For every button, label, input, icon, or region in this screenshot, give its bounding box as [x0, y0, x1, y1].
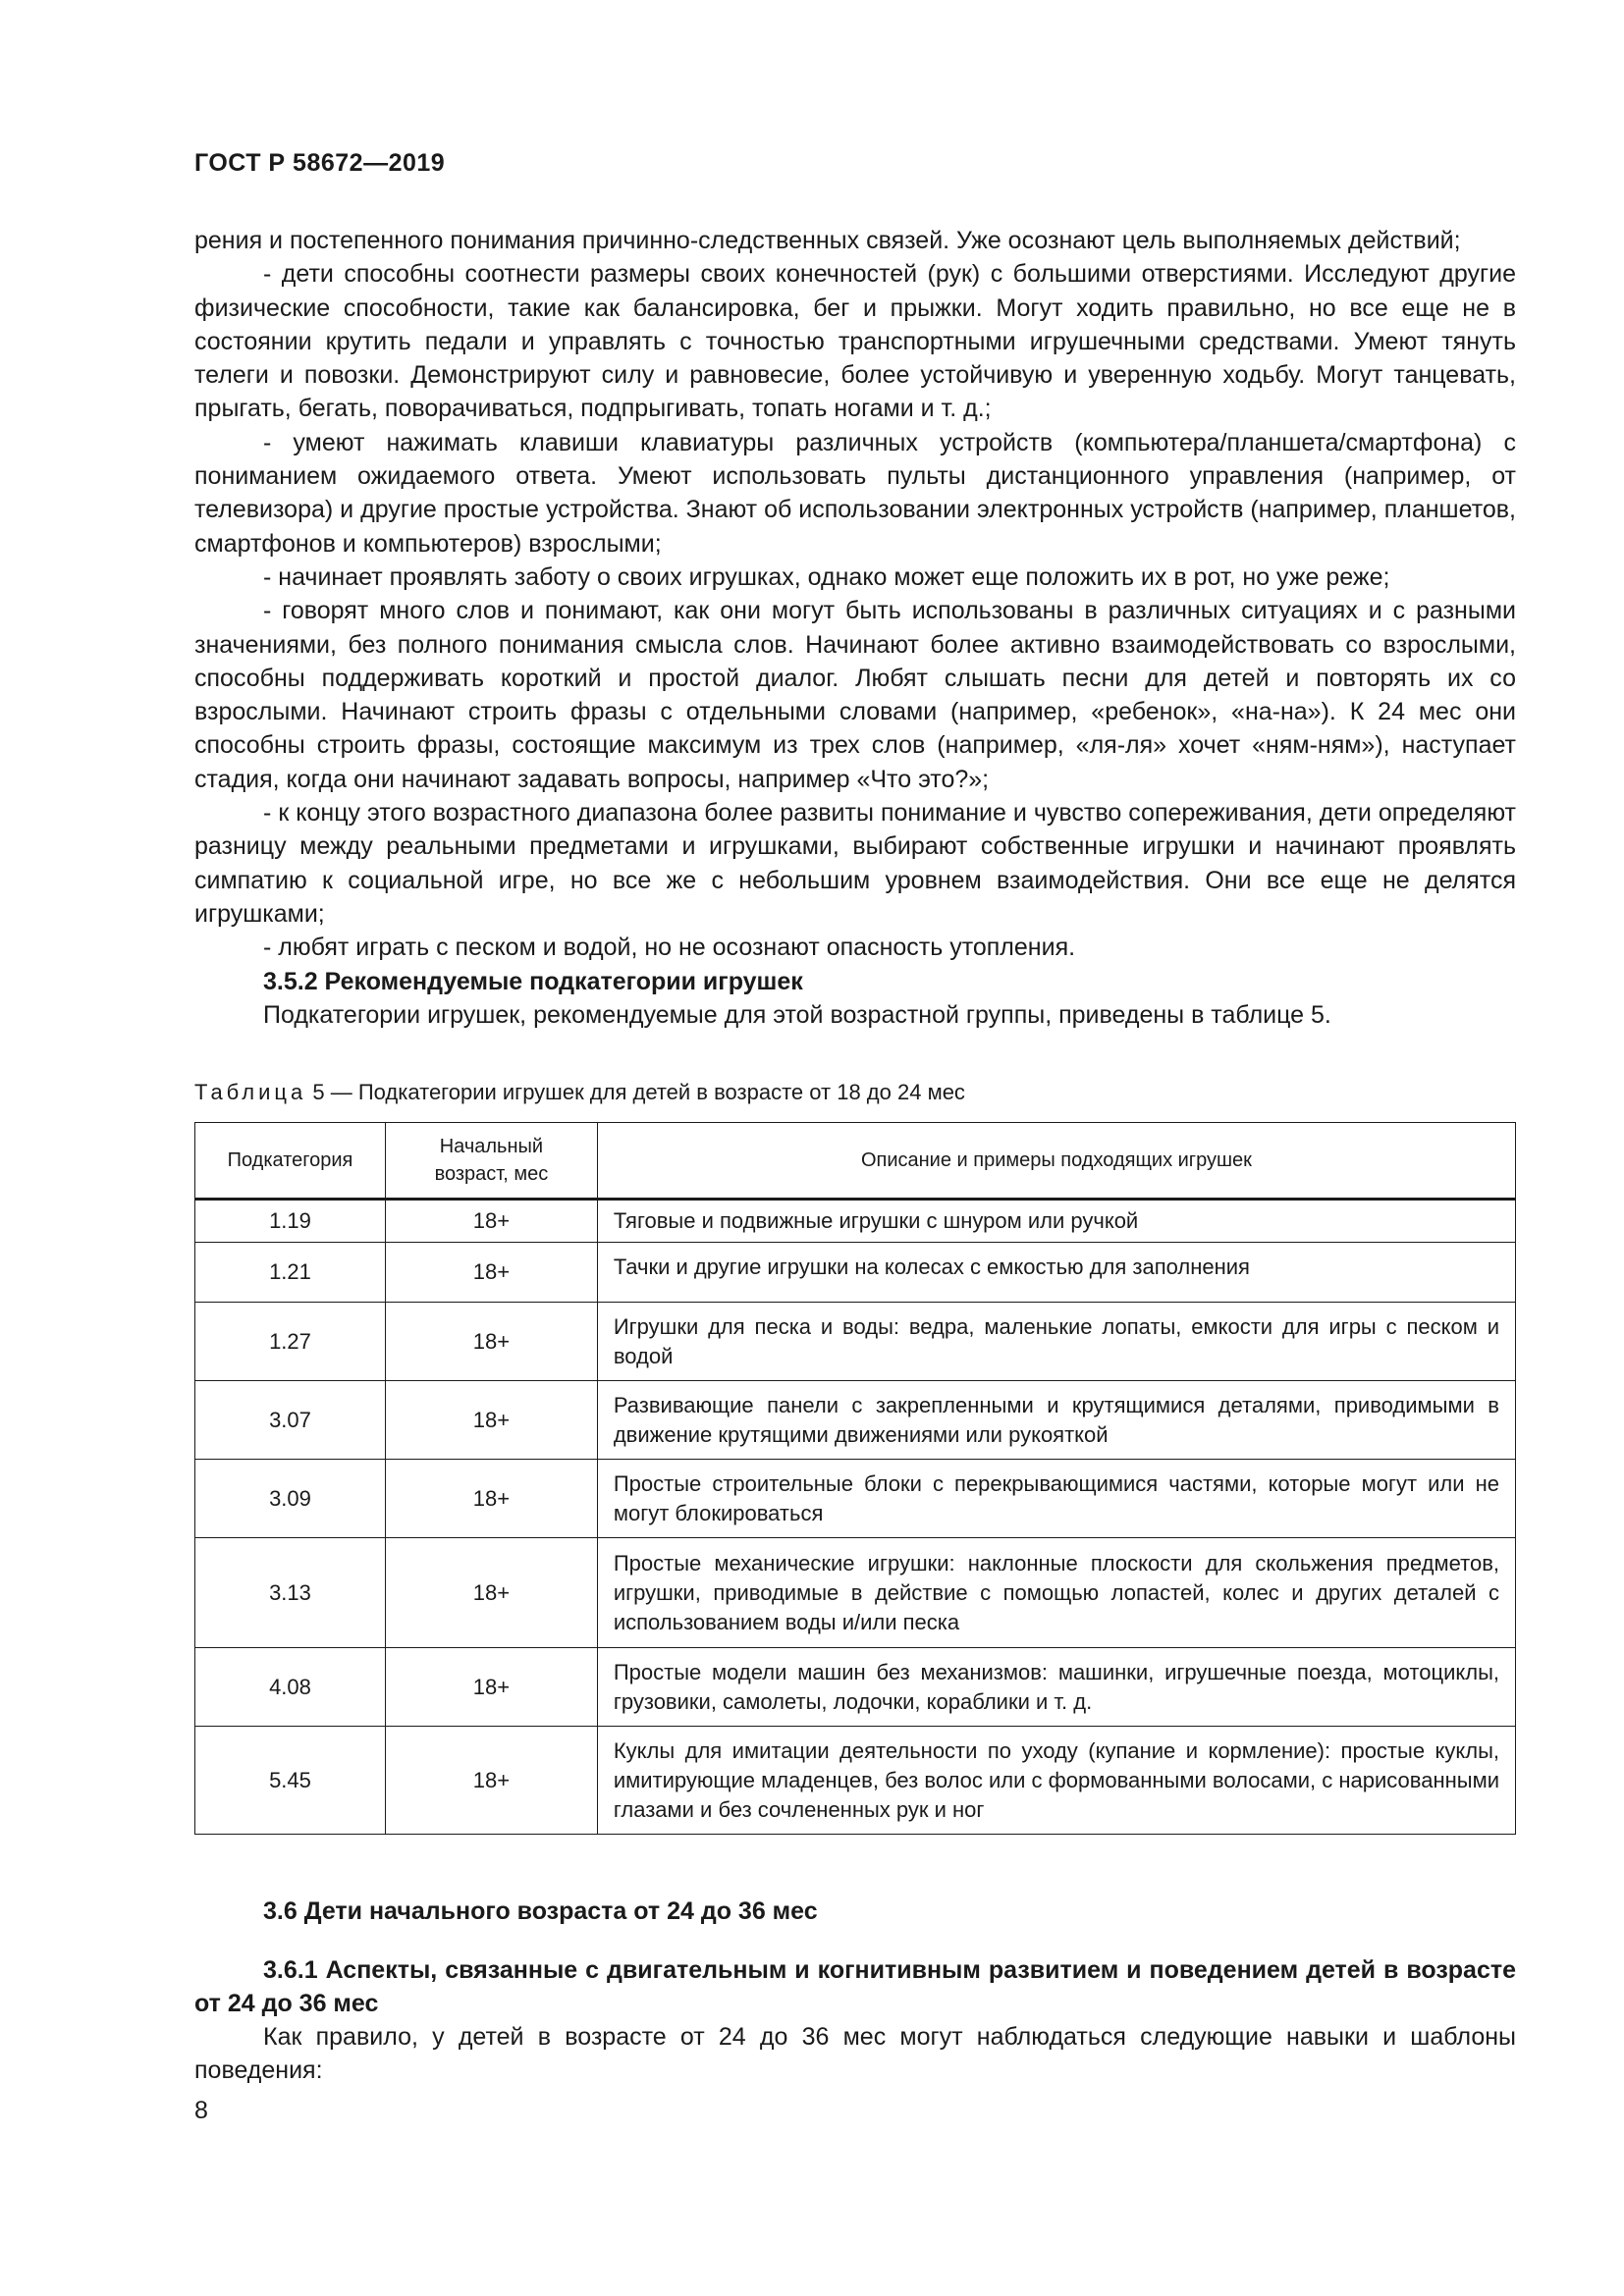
table-caption-label: Таблица [194, 1080, 307, 1104]
cell-description: Игрушки для песка и воды: ведра, маленькие лопаты, емкости для игры с песком и водой [597, 1303, 1515, 1381]
list-item: - говорят много слов и понимают, как они могут быть использованы в различных ситуациях и с разными значениями, без полного понимания смысла слов. Начинают более активно взаимодействовать со взрослыми, способны поддерживать короткий и простой диалог. Любят слышать песни для детей и повторять их со взрослыми. Начинают строить фразы с отдельными словами (например, «ребенок», «на-на»). К 24 мес они способны строить фразы, состоящие максимум из трех слов (например, «ля-ля» хочет «ням-ням»), наступает стадия, когда они начинают задавать вопросы, например «Что это?»; [194, 597, 1516, 793]
cell-description: Куклы для имитации деятельности по уходу (купание и кормление): простые куклы, имитирующие младенцев, без волос или с формованными волосами, с нарисованными глазами и без сочлененных рук и ног [597, 1727, 1515, 1835]
page-number: 8 [194, 2097, 208, 2124]
header-subcategory: Подкатегория [195, 1123, 386, 1200]
cell-code: 1.21 [195, 1243, 386, 1303]
cell-code: 3.13 [195, 1538, 386, 1648]
section-heading-3-5-2: 3.5.2 Рекомендуемые подкатегории игрушек [263, 967, 803, 995]
cell-code: 1.27 [195, 1303, 386, 1381]
cell-age: 18+ [385, 1460, 597, 1538]
cell-age: 18+ [385, 1538, 597, 1648]
cell-age: 18+ [385, 1243, 597, 1303]
subcategory-table [194, 1122, 1516, 1835]
cell-code: 4.08 [195, 1648, 386, 1727]
table-row [195, 1303, 1516, 1381]
list-item: - к концу этого возрастного диапазона более развиты понимание и чувство сопереживания, дети определяют разницу между реальными предметами и игрушками, выбирают собственные игрушки и начинают проявлять симпатию к социальной игре, но все же с небольшим уровнем взаимодействия. Они все еще не делятся игрушками; [194, 799, 1516, 928]
paragraph: Как правило, у детей в возрасте от 24 до 36 мес могут наблюдаться следующие навыки и шаблоны поведения: [194, 2023, 1516, 2085]
table-row [195, 1381, 1516, 1460]
body-text [194, 224, 1516, 1032]
paragraph: Подкатегории игрушек, рекомендуемые для этой возрастной группы, приведены в таблице 5. [263, 1000, 1331, 1029]
document-header: ГОСТ Р 58672—2019 [194, 149, 446, 177]
cell-description: Тачки и другие игрушки на колесах с емкостью для заполнения [597, 1243, 1515, 1303]
paragraph: рения и постепенного понимания причинно-следственных связей. Уже осознают цель выполняемых действий; [194, 227, 1461, 254]
table-header-row [195, 1123, 1516, 1200]
section-heading-3-6-1: 3.6.1 Аспекты, связанные с двигательным и когнитивным развитием и поведением детей в возрасте от 24 до 36 мес [194, 1956, 1516, 2018]
table-row [195, 1538, 1516, 1648]
cell-description: Простые модели машин без механизмов: машинки, игрушечные поезда, мотоциклы, грузовики, самолеты, лодочки, кораблики и т. д. [597, 1648, 1515, 1727]
list-item: - любят играть с песком и водой, но не осознают опасность утопления. [263, 934, 1076, 962]
table-caption-text: 5 — Подкатегории игрушек для детей в возрасте от 18 до 24 мес [312, 1080, 965, 1104]
list-item: - начинает проявлять заботу о своих игрушках, однако может еще положить их в рот, но уже реже; [263, 562, 1390, 591]
cell-code: 3.09 [195, 1460, 386, 1538]
cell-age: 18+ [385, 1381, 597, 1460]
cell-code: 1.19 [195, 1200, 386, 1243]
table-caption [194, 1080, 965, 1105]
list-item: - дети способны соотнести размеры своих конечностей (рук) с большими отверстиями. Исследуют другие физические способности, такие как балансировка, бег и прыжки. Могут ходить правильно, но все еще не в состоянии крутить педали и управлять с точностью транспортными игрушечными средствами. Умеют тянуть телеги и повозки. Демонстрируют силу и равновесие, более устойчивую и уверенную ходьбу. Могут танцевать, прыгать, бегать, поворачиваться, подпрыгивать, топать ногами и т. д.; [194, 260, 1516, 423]
table-row [195, 1460, 1516, 1538]
cell-age: 18+ [385, 1200, 597, 1243]
table-row [195, 1648, 1516, 1727]
header-description: Описание и примеры подходящих игрушек [597, 1123, 1515, 1200]
cell-description: Развивающие панели с закрепленными и крутящимися деталями, приводимыми в движение крутящими движениями или рукояткой [597, 1381, 1515, 1460]
cell-description: Тяговые и подвижные игрушки с шнуром или ручкой [597, 1200, 1515, 1243]
section-heading-3-6: 3.6 Дети начального возраста от 24 до 36 мес [263, 1897, 818, 1925]
cell-code: 5.45 [195, 1727, 386, 1835]
cell-code: 3.07 [195, 1381, 386, 1460]
cell-description: Простые строительные блоки с перекрывающимися частями, которые могут или не могут блокироваться [597, 1460, 1515, 1538]
header-start-age: Начальный возраст, мес [385, 1123, 597, 1200]
cell-age: 18+ [385, 1727, 597, 1835]
cell-age: 18+ [385, 1648, 597, 1727]
list-item: - умеют нажимать клавиши клавиатуры различных устройств (компьютера/планшета/смартфона) с пониманием ожидаемого ответа. Умеют использовать пульты дистанционного управления (например, от телевизора) и другие простые устройства. Знают об использовании электронных устройств (например, планшетов, смартфонов и компьютеров) взрослыми; [194, 428, 1516, 558]
cell-age: 18+ [385, 1303, 597, 1381]
table-row [195, 1727, 1516, 1835]
table-row [195, 1243, 1516, 1303]
cell-description: Простые механические игрушки: наклонные плоскости для скольжения предметов, игрушки, приводимые в действие с помощью лопастей, колес и других деталей с использованием воды и/или песка [597, 1538, 1515, 1648]
table-row [195, 1200, 1516, 1243]
